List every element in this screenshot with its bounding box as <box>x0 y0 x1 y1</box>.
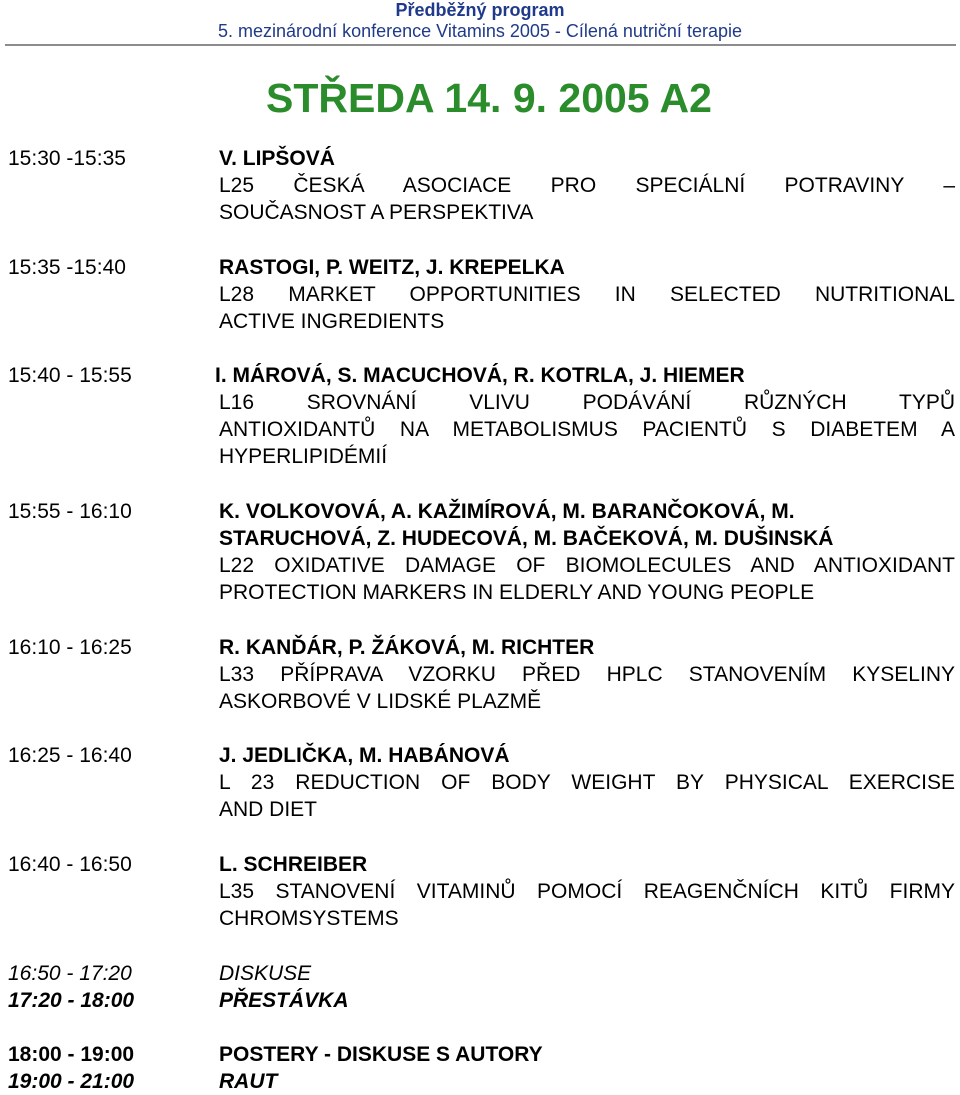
entry-title-line: PROTECTION MARKERS IN ELDERLY AND YOUNG PEOPLE <box>219 581 815 604</box>
entry-time: 15:40 - 15:55 <box>8 364 132 387</box>
entry-authors: I. MÁROVÁ, S. MACUCHOVÁ, R. KOTRLA, J. HIEMER <box>215 364 745 387</box>
day-title: STŘEDA 14. 9. 2005 A2 <box>266 75 712 121</box>
entry-title <box>219 172 955 226</box>
simple-row-label: RAUT <box>219 1070 278 1093</box>
simple-row-label: PŘESTÁVKA <box>219 989 349 1012</box>
entry-title-line: ANTIOXIDANTŮ NA METABOLISMUS PACIENTŮ S DIABETEM A <box>219 418 955 441</box>
header-divider <box>5 44 956 46</box>
entry-time: 15:55 - 16:10 <box>8 500 132 523</box>
entry-authors: STARUCHOVÁ, Z. HUDECOVÁ, M. BAČEKOVÁ, M. DUŠINSKÁ <box>219 527 834 550</box>
entry-title-line: SOUČASNOST A PERSPEKTIVA <box>219 201 534 224</box>
entry-authors: K. VOLKOVOVÁ, A. KAŽIMÍROVÁ, M. BARANČOKOVÁ, M. <box>219 500 795 523</box>
entry-title-line: L28 MARKET OPPORTUNITIES IN SELECTED NUTRITIONAL <box>219 283 955 306</box>
entry-title <box>219 389 955 470</box>
simple-row-time: 18:00 - 19:00 <box>8 1043 135 1066</box>
entry-title-line: AND DIET <box>219 798 318 821</box>
entry-title <box>219 281 955 335</box>
entry-title-line: L16 SROVNÁNÍ VLIVU PODÁVÁNÍ RŮZNÝCH TYPŮ <box>219 391 955 414</box>
entry-title-line: L25 ČESKÁ ASOCIACE PRO SPECIÁLNÍ POTRAVINY – <box>219 174 955 197</box>
entry-authors: V. LIPŠOVÁ <box>219 147 335 170</box>
entry-title-line: L33 PŘÍPRAVA VZORKU PŘED HPLC STANOVENÍM KYSELINY <box>219 663 955 686</box>
entry-title-line: HYPERLIPIDÉMIÍ <box>219 445 388 468</box>
simple-row-time: 16:50 - 17:20 <box>8 962 132 985</box>
entry-title-line: CHROMSYSTEMS <box>219 907 399 930</box>
entry-authors: RASTOGI, P. WEITZ, J. KREPELKA <box>219 256 565 279</box>
entry-title-line: L 23 REDUCTION OF BODY WEIGHT BY PHYSICAL EXERCISE <box>219 771 955 794</box>
entry-title <box>219 661 955 715</box>
entry-title-line: L35 STANOVENÍ VITAMINŮ POMOCÍ REAGENČNÍCH KITŮ FIRMY <box>219 880 955 903</box>
header-title: Předběžný program <box>395 0 565 20</box>
simple-row-time: 19:00 - 21:00 <box>8 1070 135 1093</box>
entry-time: 15:30 -15:35 <box>8 147 126 170</box>
simple-row-label: POSTERY - DISKUSE S AUTORY <box>219 1043 543 1066</box>
simple-row-time: 17:20 - 18:00 <box>8 989 135 1012</box>
entry-authors: L. SCHREIBER <box>219 853 368 876</box>
entry-time: 16:10 - 16:25 <box>8 636 132 659</box>
entry-title <box>219 552 955 606</box>
entry-time: 16:25 - 16:40 <box>8 744 132 767</box>
entry-time: 15:35 -15:40 <box>8 256 126 279</box>
simple-row-label: DISKUSE <box>219 962 312 985</box>
entry-authors: R. KANĎÁR, P. ŽÁKOVÁ, M. RICHTER <box>219 636 595 659</box>
entry-title-line: L22 OXIDATIVE DAMAGE OF BIOMOLECULES AND ANTIOXIDANT <box>219 554 955 577</box>
entry-title-line: ASKORBOVÉ V LIDSKÉ PLAZMĚ <box>219 690 542 713</box>
entry-time: 16:40 - 16:50 <box>8 853 132 876</box>
entry-authors: J. JEDLIČKA, M. HABÁNOVÁ <box>219 744 510 767</box>
entry-title <box>219 769 955 823</box>
header-subtitle: 5. mezinárodní konference Vitamins 2005 - Cílená nutriční terapie <box>218 21 742 41</box>
entry-title <box>219 878 955 932</box>
entry-title-line: ACTIVE INGREDIENTS <box>219 310 445 333</box>
